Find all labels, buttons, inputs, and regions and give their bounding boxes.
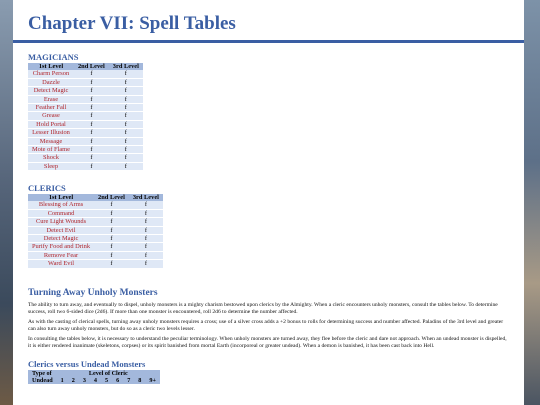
table-row — [28, 209, 163, 217]
table-cell: f — [74, 120, 109, 128]
table-cell: f — [74, 154, 109, 162]
clerics-table — [28, 194, 163, 268]
spell-name-cell: Detect Evil — [28, 226, 94, 234]
spell-name-cell: Detect Magic — [28, 235, 94, 243]
table-cell: f — [109, 104, 143, 112]
title-divider — [13, 40, 524, 43]
type-of-undead-header: Type of — [28, 370, 57, 377]
cleric-level-header: 1 — [57, 377, 68, 384]
table-cell: f — [74, 112, 109, 120]
table-cell: f — [109, 70, 143, 78]
column-header: 2nd Level — [74, 63, 109, 70]
table-row — [28, 162, 143, 170]
table-cell: f — [109, 154, 143, 162]
table-cell: f — [109, 120, 143, 128]
table-row — [28, 251, 163, 259]
table-cell: f — [109, 78, 143, 86]
table-row — [28, 226, 163, 234]
clerics-heading: CLERICS — [28, 183, 66, 193]
table-cell: f — [74, 78, 109, 86]
table-cell: f — [74, 162, 109, 170]
table-cell: f — [129, 260, 163, 268]
table-cell: f — [109, 87, 143, 95]
spell-name-cell: Shock — [28, 154, 74, 162]
table-row — [28, 218, 163, 226]
magicians-table — [28, 63, 143, 170]
spell-name-cell: Detect Magic — [28, 87, 74, 95]
magicians-heading: MAGICIANS — [28, 52, 79, 62]
cleric-level-header: 3 — [79, 377, 90, 384]
table-cell: f — [129, 235, 163, 243]
turning-heading: Turning Away Unholy Monsters — [28, 288, 158, 298]
table-row — [28, 78, 143, 86]
table-row — [28, 87, 143, 95]
table-cell: f — [94, 226, 129, 234]
spell-name-cell: Ward Evil — [28, 260, 94, 268]
table-cell: f — [74, 146, 109, 154]
table-row — [28, 137, 143, 145]
cleric-level-header: 6 — [112, 377, 123, 384]
table-cell: f — [94, 251, 129, 259]
table-cell: f — [129, 251, 163, 259]
table-row — [28, 146, 143, 154]
table-cell: f — [109, 146, 143, 154]
table-cell: f — [129, 243, 163, 251]
table-cell: f — [74, 70, 109, 78]
spell-name-cell: Erase — [28, 95, 74, 103]
table-cell: f — [129, 218, 163, 226]
document-page — [13, 0, 524, 405]
table-row — [28, 129, 143, 137]
table-row — [28, 120, 143, 128]
table-cell: f — [109, 112, 143, 120]
undead-table — [28, 370, 160, 384]
column-header: 3rd Level — [109, 63, 143, 70]
table-row — [28, 235, 163, 243]
column-header: 1st Level — [28, 194, 94, 201]
paragraph: The ability to turn away, and eventually to dispel, unholy monsters is a mighty charism bestowed upon clerics by the Almighty. When a cleric encounters unholy monsters, consult the tables below. To determine success, roll two 6-sided dice (2d6). If more than one monster is encountered, roll 2d6 to determine the number affected. — [28, 302, 498, 315]
column-header: 3rd Level — [129, 194, 163, 201]
undead-table-heading: Clerics versus Undead Monsters — [28, 359, 146, 369]
spell-name-cell: Charm Person — [28, 70, 74, 78]
paragraph: As with the casting of clerical spells, turning away unholy monsters requires a cross; use of a silver cross adds a +2 bonus to rolls for determining success and number affected. Paladins of the 3rd level and greater can also turn away unholy monsters, but do so as a cleric two levels lesser. — [28, 319, 504, 332]
table-cell: f — [129, 209, 163, 217]
table-row — [28, 201, 163, 209]
cleric-level-header: 9+ — [145, 377, 160, 384]
table-cell: f — [94, 260, 129, 268]
spell-name-cell: Feather Fall — [28, 104, 74, 112]
table-cell: f — [74, 87, 109, 95]
spell-name-cell: Grease — [28, 112, 74, 120]
spell-name-cell: Hold Portal — [28, 120, 74, 128]
table-row — [28, 154, 143, 162]
table-row — [28, 112, 143, 120]
table-row — [28, 95, 143, 103]
type-of-undead-header: Undead — [28, 377, 57, 384]
cleric-level-header: 5 — [101, 377, 112, 384]
table-cell: f — [109, 162, 143, 170]
table-cell: f — [94, 209, 129, 217]
spell-name-cell: Lesser Illusion — [28, 129, 74, 137]
table-cell: f — [129, 201, 163, 209]
table-row — [28, 104, 143, 112]
spell-name-cell: Cure Light Wounds — [28, 218, 94, 226]
paragraph: In consulting the tables below, it is necessary to understand the peculiar terminology. When unholy monsters are turned away, they flee before the cleric and dare not approach. When an undead monster is dispelled, it is either rendered inanimate (skeletons, corpses) or its spirit banished from mortal Earth (incorporeal or greater undead). When a demon is banished, it has been cast back into Hell. — [28, 336, 507, 349]
spell-name-cell: Message — [28, 137, 74, 145]
table-cell: f — [74, 129, 109, 137]
table-cell: f — [74, 104, 109, 112]
table-row — [28, 70, 143, 78]
spell-name-cell: Command — [28, 209, 94, 217]
table-cell: f — [109, 129, 143, 137]
magicians-table-body — [28, 70, 143, 170]
spell-name-cell: Sleep — [28, 162, 74, 170]
level-of-cleric-header: Level of Cleric — [57, 370, 160, 377]
background-left — [0, 0, 13, 405]
column-header: 1st Level — [28, 63, 74, 70]
table-cell: f — [109, 95, 143, 103]
spell-name-cell: Dazzle — [28, 78, 74, 86]
table-cell: f — [94, 201, 129, 209]
table-row — [28, 260, 163, 268]
background-right — [524, 0, 540, 405]
cleric-level-header: 8 — [134, 377, 145, 384]
chapter-title: Chapter VII: Spell Tables — [28, 13, 236, 34]
table-cell: f — [94, 235, 129, 243]
spell-name-cell: Purify Food and Drink — [28, 243, 94, 251]
column-header: 2nd Level — [94, 194, 129, 201]
table-cell: f — [129, 226, 163, 234]
cleric-level-header: 2 — [68, 377, 79, 384]
table-cell: f — [74, 137, 109, 145]
table-cell: f — [94, 243, 129, 251]
spell-name-cell: Remove Fear — [28, 251, 94, 259]
table-row — [28, 243, 163, 251]
spell-name-cell: Blessing of Arms — [28, 201, 94, 209]
clerics-table-body — [28, 201, 163, 267]
table-cell: f — [74, 95, 109, 103]
cleric-level-header: 7 — [123, 377, 134, 384]
table-cell: f — [109, 137, 143, 145]
cleric-level-header: 4 — [90, 377, 101, 384]
table-cell: f — [94, 218, 129, 226]
spell-name-cell: Mote of Flame — [28, 146, 74, 154]
